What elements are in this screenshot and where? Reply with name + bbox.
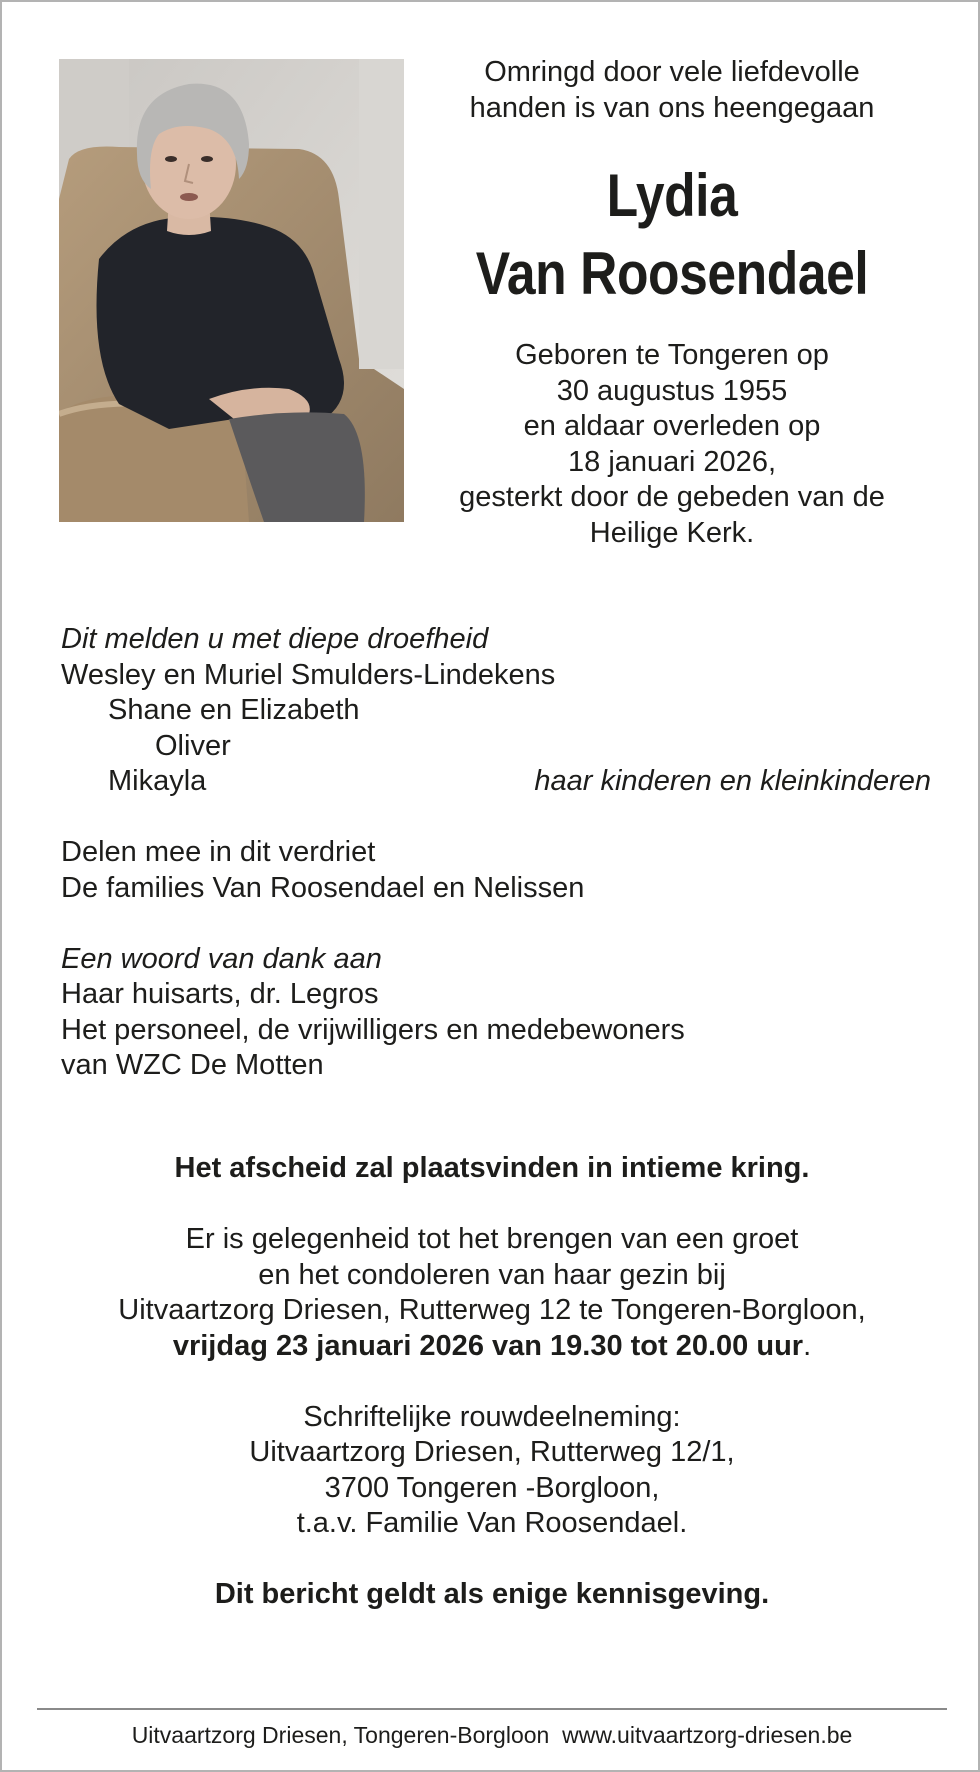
condolence-line: Er is gelegenheid tot het brengen van een groet bbox=[185, 1223, 799, 1255]
greatgrandchild-name: Oliver bbox=[155, 729, 231, 762]
footer-website[interactable]: www.uitvaartzorg-driesen.be bbox=[562, 1722, 853, 1748]
detail-line: Geboren te Tongeren op bbox=[515, 339, 829, 371]
relation-note: haar kinderen en kleinkinderen bbox=[534, 765, 931, 797]
written-line: t.a.v. Familie Van Roosendael. bbox=[296, 1507, 688, 1539]
grandchild-name: Mikayla bbox=[108, 765, 207, 797]
first-name: Lydia bbox=[606, 162, 738, 229]
detail-line: 30 augustus 1955 bbox=[556, 374, 788, 407]
thanks-heading: Een woord van dank aan bbox=[61, 942, 382, 975]
condolence-period: . bbox=[803, 1329, 812, 1362]
intro-text bbox=[432, 54, 912, 126]
thanks-line: Het personeel, de vrijwilligers en medebewoners bbox=[61, 1013, 685, 1046]
written-line: 3700 Tongeren -Borgloon, bbox=[324, 1471, 660, 1504]
grandchild-row bbox=[61, 764, 931, 800]
share-heading: Delen mee in dit verdriet bbox=[61, 836, 376, 868]
birth-death-details bbox=[427, 338, 917, 551]
only-notice: Dit bericht geldt als enige kennisgeving. bbox=[214, 1578, 770, 1610]
family-section bbox=[61, 622, 931, 1084]
footer bbox=[2, 1720, 980, 1750]
detail-line: 18 januari 2026, bbox=[568, 445, 776, 478]
thanks-line: Haar huisarts, dr. Legros bbox=[61, 978, 379, 1010]
detail-line: en aldaar overleden op bbox=[523, 410, 821, 442]
deceased-name bbox=[432, 157, 912, 313]
families-names: De families Van Roosendael en Nelissen bbox=[61, 871, 585, 904]
children-names: Wesley en Muriel Smulders-Lindekens bbox=[61, 658, 556, 691]
intro-line: handen is van ons heengegaan bbox=[469, 92, 875, 124]
condolence-line: en het condoleren van haar gezin bij bbox=[258, 1258, 726, 1291]
intimate-notice: Het afscheid zal plaatsvinden in intieme kring. bbox=[174, 1152, 810, 1184]
thanks-line: van WZC De Motten bbox=[61, 1049, 324, 1081]
last-name: Van Roosendael bbox=[475, 240, 869, 307]
intro-line: Omringd door vele liefdevolle bbox=[484, 56, 860, 88]
condolence-line: Uitvaartzorg Driesen, Rutterweg 12 te Tongeren-Borgloon, bbox=[118, 1294, 866, 1326]
footer-divider bbox=[37, 1708, 947, 1710]
family-heading: Dit melden u met diepe droefheid bbox=[61, 623, 489, 655]
detail-line: Heilige Kerk. bbox=[589, 516, 755, 549]
written-line: Schriftelijke rouwdeelneming: bbox=[303, 1400, 681, 1433]
condolence-time bbox=[2, 1329, 980, 1365]
written-line: Uitvaartzorg Driesen, Rutterweg 12/1, bbox=[249, 1436, 735, 1468]
condolence-date: vrijdag 23 januari 2026 van 19.30 tot 20.00 uur bbox=[172, 1329, 804, 1362]
portrait-photo bbox=[59, 59, 404, 522]
farewell-section bbox=[2, 1151, 980, 1613]
detail-line: gesterkt door de gebeden van de bbox=[459, 481, 885, 513]
footer-company: Uitvaartzorg Driesen, Tongeren-Borgloon bbox=[131, 1722, 550, 1748]
grandchild-names: Shane en Elizabeth bbox=[108, 694, 360, 726]
